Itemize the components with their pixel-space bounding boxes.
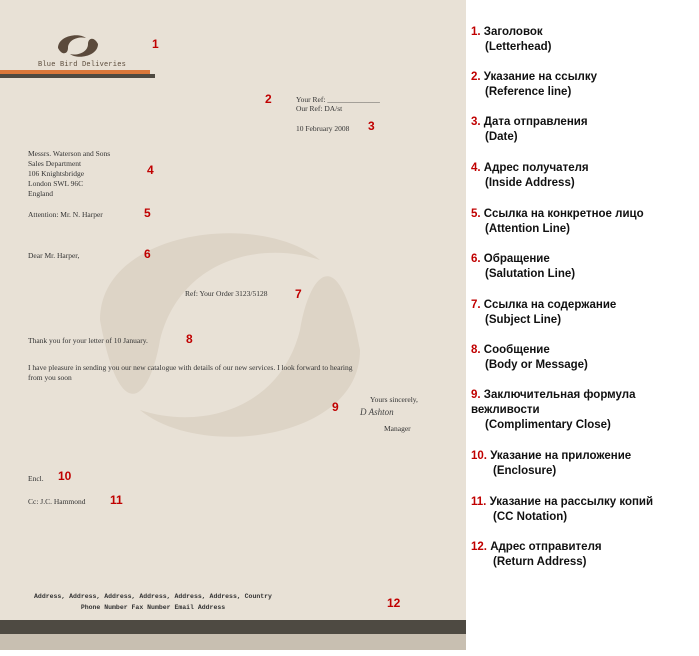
- marker-6: 6: [144, 247, 151, 261]
- your-ref: Your Ref: ______________: [296, 95, 380, 104]
- legend-item: 12. Адрес отправителя (Return Address): [471, 541, 602, 568]
- marker-3: 3: [368, 119, 375, 133]
- marker-9: 9: [332, 400, 339, 414]
- letterhead-bar-dark: [0, 74, 155, 78]
- legend-item: 3. Дата отправления (Date): [471, 116, 588, 143]
- legend-item: 11. Указание на рассылку копий (CC Notation): [471, 496, 654, 523]
- legend-item: 2. Указание на ссылку (Reference line): [471, 71, 597, 98]
- footer-bar-dark: [0, 620, 466, 634]
- inside-address-line: Sales Department: [28, 159, 82, 168]
- marker-8: 8: [186, 332, 193, 346]
- marker-10: 10: [58, 469, 72, 483]
- marker-11: 11: [110, 493, 123, 507]
- signature: D Ashton: [360, 407, 394, 417]
- legend-item: 7. Ссылка на содержание (Subject Line): [471, 299, 617, 326]
- legend-item: 9. Заключительная формула вежливости (Complimentary Close): [471, 389, 636, 431]
- subject-line: Ref: Your Order 3123/5128: [185, 289, 268, 298]
- marker-1: 1: [152, 37, 159, 51]
- body-paragraph-1: Thank you for your letter of 10 January.: [28, 336, 148, 345]
- complimentary-close: Yours sincerely,: [370, 395, 418, 404]
- salutation: Dear Mr. Harper,: [28, 251, 80, 260]
- legend-item: 1. Заголовок (Letterhead): [471, 26, 552, 53]
- cc-notation: Cc: J.C. Hammond: [28, 497, 86, 506]
- legend-item: 8. Сообщение (Body or Message): [471, 344, 588, 371]
- inside-address-line: London SWL 96C: [28, 179, 84, 188]
- body-paragraph-2-line-1: I have pleasure in sending you our new catalogue with details of our new services. I look forward to hearing: [28, 363, 353, 372]
- return-address-line-2: Phone Number Fax Number Email Address: [80, 604, 226, 611]
- inside-address-line: Messrs. Waterson and Sons: [28, 149, 111, 158]
- enclosure: Encl.: [28, 474, 44, 483]
- marker-5: 5: [144, 206, 151, 220]
- legend-item: 6. Обращение (Salutation Line): [471, 253, 576, 280]
- return-address-line-1: Address, Address, Address, Address, Address, Address, Country: [34, 593, 272, 600]
- marker-2: 2: [265, 92, 272, 106]
- inside-address-line: England: [28, 189, 53, 198]
- marker-7: 7: [295, 287, 302, 301]
- inside-address-line: 106 Knightsbridge: [28, 169, 85, 178]
- footer-bar-light: [0, 634, 466, 650]
- company-name: Blue Bird Deliveries: [38, 61, 127, 69]
- marker-12: 12: [387, 596, 401, 610]
- watermark-swirl-icon: [60, 200, 400, 470]
- marker-4: 4: [147, 163, 154, 177]
- body-paragraph-2-line-2: from you soon: [28, 373, 72, 382]
- legend-item: 10. Указание на приложение (Enclosure): [471, 450, 632, 477]
- company-logo-icon: [52, 30, 104, 62]
- date: 10 February 2008: [296, 124, 350, 133]
- attention-line: Attention: Mr. N. Harper: [28, 210, 103, 219]
- legend-item: 5. Ссылка на конкретное лицо (Attention Line): [471, 208, 644, 235]
- legend-item: 4. Адрес получателя (Inside Address): [471, 162, 589, 189]
- our-ref: Our Ref: DA/st: [296, 104, 343, 113]
- signer-title: Manager: [384, 424, 411, 433]
